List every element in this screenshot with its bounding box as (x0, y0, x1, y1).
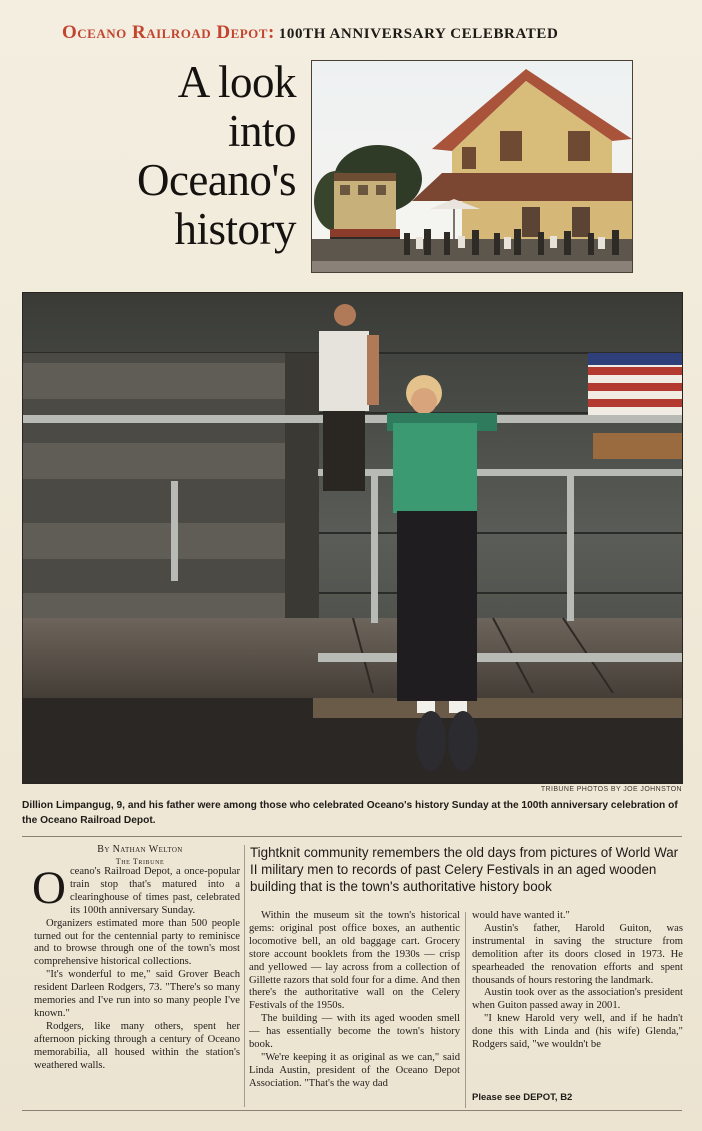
paragraph: The building — with its aged wooden smell — has essentially become the town's history book. (249, 1013, 460, 1051)
photo-caption: Dillion Limpangug, 9, and his father were among those who celebrated Oceano's history Sunday at the 100th anniversary celebration of the Oceano Railroad Depot. (22, 800, 678, 826)
main-photo (22, 292, 683, 784)
paragraph: Within the museum sit the town's historical gems: original post office boxes, an authentic locomotive bell, an old baggage cart. Grocery store account booklets from the 1930s — crisp and yellowed — lay across from a collection of Gillette razors that sold four for a dime. And then there's the authoritative wall on the Celery Festivals of the 1950s. (249, 910, 460, 1012)
main-photo-illustration (23, 293, 682, 783)
paragraph: Austin took over as the association's president when Guiton passed away in 2001. (472, 987, 683, 1012)
section-kicker (62, 20, 682, 46)
headline-line-4: history (174, 204, 296, 254)
article-column-1 (32, 862, 240, 1073)
section-divider (22, 836, 682, 837)
paragraph: Austin's father, Harold Guiton, was instrumental in saving the structure from demolition after its doors closed in 1973. He spearheaded the renovation efforts and spent thousands of hours restoring the landmark. (472, 922, 683, 986)
kicker-subtitle: 100TH ANNIVERSARY CELEBRATED (278, 26, 559, 42)
headline-line-2: into (227, 106, 296, 156)
page-bottom-rule (22, 1110, 682, 1111)
byline-org: The Tribune (115, 857, 165, 866)
paragraph: Organizers estimated more than 500 people turned out for the centennial party to reminisce and to browse through one of the town's most comprehensive historical collections. (34, 917, 240, 968)
byline-author: By Nathan Welton (97, 844, 183, 855)
depot-photo-illustration (312, 61, 632, 272)
article-column-3 (472, 910, 683, 1052)
paragraph: Rodgers, like many others, spent her afternoon picking through a century of Oceano memorabilia, all housed within the station's weathered walls. (34, 1020, 240, 1071)
headline-line-3: Oceano's (136, 155, 296, 205)
paragraph: "I knew Harold very well, and if he hadn't done this with Linda and (his wife) Glenda," Rodgers said, "we wouldn't be (472, 1013, 683, 1051)
paragraph: ceano's Railroad Depot, a once-popular train stop that's matured into a clearinghouse of times past, celebrated its 100th anniversary Sunday. (69, 866, 240, 916)
column-rule (465, 912, 466, 1108)
paragraph: "We're keeping it as original as we can," said Linda Austin, president of the Oceano Depot Association. "That's the way dad (249, 1051, 460, 1089)
headline (100, 58, 296, 254)
continuation-jump: Please see DEPOT, B2 (472, 1092, 573, 1103)
paragraph: "It's wonderful to me," said Grover Beach resident Darleen Rodgers, 73. "There's so many memories and I've run into so many people I've known." (34, 969, 240, 1019)
depot-photo (311, 60, 633, 273)
photo-credit: TRIBUNE PHOTOS BY JOE JOHNSTON (540, 786, 682, 793)
deck-subheadline: Tightknit community remembers the old days from pictures of World War II military men to records of past Celery Festivals in an aged wooden building that is the town's authoritative history book (250, 845, 679, 894)
kicker-section: Oceano Railroad Depot: (62, 22, 275, 43)
headline-line-1: A look (177, 57, 296, 107)
article-column-2 (249, 910, 460, 1091)
paragraph: would have wanted it." (472, 910, 570, 921)
drop-cap: O (32, 862, 66, 914)
column-rule (244, 845, 245, 1107)
